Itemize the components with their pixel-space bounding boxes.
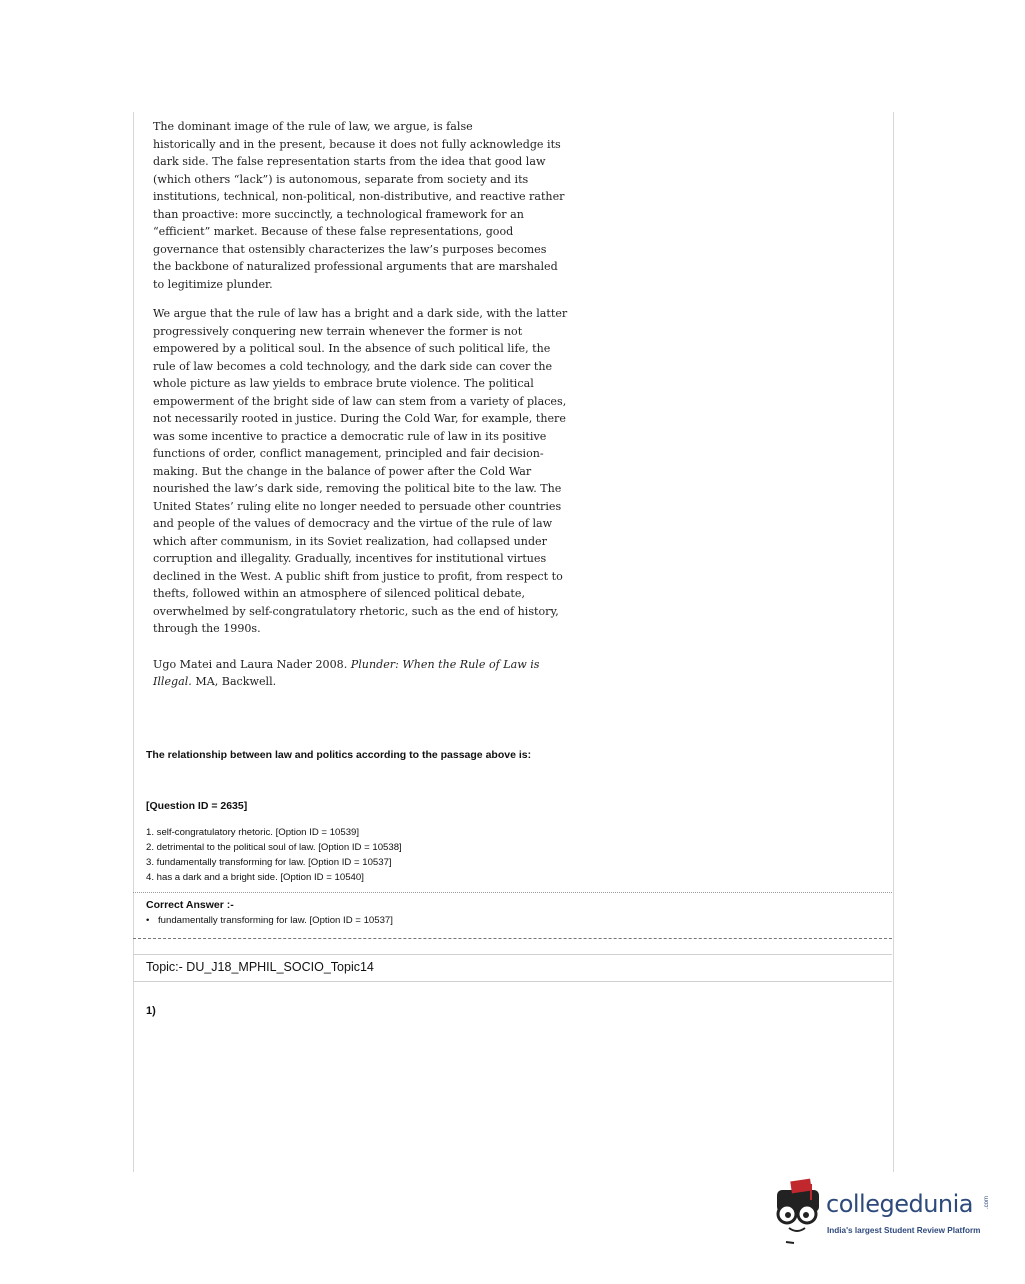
passage-line: nourished the law’s dark side, removing the political bite to the law. The: [153, 482, 562, 495]
citation: [153, 656, 573, 691]
passage-line: overwhelmed by self-congratulatory rhetoric, such as the end of history,: [153, 604, 559, 618]
passage-line: whole picture as law yields to embrace brute violence. The political: [153, 377, 534, 390]
divider: [133, 954, 892, 955]
passage-paragraph-2: [153, 305, 573, 638]
option-item: 4. has a dark and a bright side. [Option ID = 10540]: [146, 872, 364, 883]
passage-line: historically and in the present, because it does not fully acknowledge its: [153, 137, 561, 151]
passage-line: the backbone of naturalized professional arguments that are marshaled: [153, 260, 558, 273]
correct-answer-label: Correct Answer :-: [146, 899, 234, 911]
logo-tagline: India's largest Student Review Platform: [827, 1226, 981, 1235]
citation-title: Plunder: When the Rule of Law is: [350, 657, 540, 671]
option-item: 2. detrimental to the political soul of law. [Option ID = 10538]: [146, 842, 402, 853]
passage-line: thefts, followed within an atmosphere of silenced political debate,: [153, 587, 525, 600]
citation-line-2: [153, 673, 573, 691]
question-text: The relationship between law and politics according to the passage above is:: [146, 749, 532, 761]
question-number: 1): [146, 1005, 156, 1017]
question-id: [Question ID = 2635]: [146, 800, 248, 812]
reading-passage: [153, 118, 573, 703]
passage-line: dark side. The false representation starts from the idea that good law: [153, 155, 546, 168]
passage-line: to legitimize plunder.: [153, 277, 273, 291]
option-item: 1. self-congratulatory rhetoric. [Option ID = 10539]: [146, 827, 360, 838]
divider: [133, 938, 892, 939]
correct-answer: [146, 915, 393, 926]
passage-line: rule of law becomes a cold technology, and the dark side can cover the: [153, 359, 553, 373]
divider: [133, 981, 892, 982]
citation-authors: Ugo Matei and Laura Nader 2008.: [153, 657, 351, 671]
passage-line: was some incentive to practice a democratic rule of law in its positive: [153, 429, 547, 443]
citation-line-1: [153, 656, 573, 674]
passage-line: making. But the change in the balance of power after the Cold War: [153, 464, 532, 478]
citation-publisher: MA, Backwell.: [191, 675, 277, 688]
passage-line: The dominant image of the rule of law, we argue, is false: [153, 120, 473, 133]
correct-answer-value: fundamentally transforming for law. [Option ID = 10537]: [158, 915, 393, 926]
answer-options: [146, 825, 402, 885]
passage-line: and people of the values of democracy and the virtue of the rule of law: [153, 517, 553, 530]
logo-domain-suffix: .com: [984, 1196, 990, 1210]
passage-line: not necessarily rooted in justice. During the Cold War, for example, there: [153, 412, 566, 425]
passage-line: progressively conquering new terrain whenever the former is not: [153, 324, 523, 338]
collegedunia-logo: collegedunia: [826, 1190, 974, 1218]
passage-line: “efficient” market. Because of these false representations, good: [153, 225, 514, 238]
passage-line: (which others “lack”) is autonomous, separate from society and its: [153, 172, 529, 186]
citation-title-end: Illegal.: [153, 675, 192, 688]
topic-title: Topic:- DU_J18_MPHIL_SOCIO_Topic14: [146, 960, 374, 974]
passage-line: through the 1990s.: [153, 622, 261, 635]
passage-line: functions of order, conflict management, principled and fair decision-: [153, 447, 544, 460]
option-item: 3. fundamentally transforming for law. [Option ID = 10537]: [146, 857, 392, 868]
passage-line: than proactive: more succinctly, a technological framework for an: [153, 207, 524, 221]
passage-line: United States’ ruling elite no longer needed to persuade other countries: [153, 499, 562, 513]
passage-paragraph-1: [153, 118, 573, 293]
passage-line: empowered by a political soul. In the absence of such political life, the: [153, 342, 551, 355]
passage-line: governance that ostensibly characterizes the law’s purposes becomes: [153, 242, 547, 256]
divider: [133, 892, 892, 893]
bullet-icon: •: [146, 915, 150, 926]
passage-line: which after communism, in its Soviet realization, had collapsed under: [153, 534, 547, 548]
passage-line: declined in the West. A public shift from justice to profit, from respect to: [153, 569, 563, 583]
passage-line: We argue that the rule of law has a bright and a dark side, with the latter: [153, 307, 568, 320]
passage-line: corruption and illegality. Gradually, incentives for institutional virtues: [153, 552, 547, 565]
passage-line: institutions, technical, non-political, non-distributive, and reactive rather: [153, 190, 565, 203]
passage-line: empowerment of the bright side of law can stem from a variety of places,: [153, 394, 567, 408]
